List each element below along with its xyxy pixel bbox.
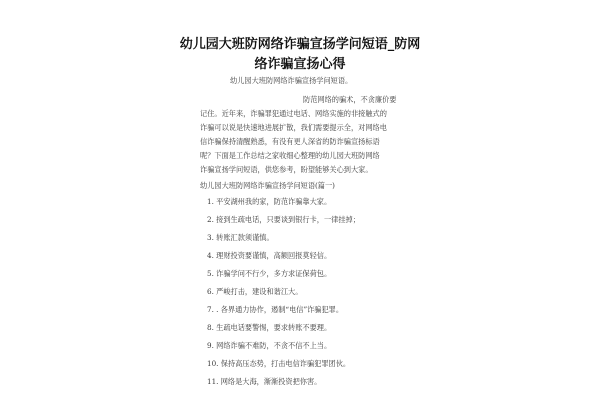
- list-item: 6. 严峻打击，建设和谐江大。: [207, 287, 303, 296]
- list-item: 4. 理财投资要谨慎，高额回报莫轻信。: [207, 251, 332, 260]
- paragraph-line: 防范网络的骗术，不贪廉价要: [303, 95, 397, 104]
- list-item: 9. 网络诈骗不难防，不贪不信不上当。: [207, 341, 332, 350]
- paragraph-line: 呢？下面是工作总结之家收细心整理的幼儿园大班防网络: [200, 151, 380, 160]
- list-item: 3. 转账汇款须谨慎。: [207, 233, 274, 242]
- list-item: 5. 诈骗学问不行少，多方求证保荷包。: [207, 269, 332, 278]
- list-item: 7. . 各界通力协作，遏制“电信”诈骗犯罪。: [207, 305, 344, 314]
- section-heading: 幼儿园大班防网络诈骗宣扬学问短语(篇一): [200, 181, 335, 190]
- list-item: 11. 网络是大海，渐渐投资把你害。: [207, 377, 322, 386]
- paragraph-line: 信诈骗保持清醒熟悉，有没有更人深省的防诈骗宣扬标语: [200, 137, 380, 146]
- paragraph-line: 诈骗可以说是快速地进展扩散，我们需要提示全，对网络电: [200, 123, 387, 132]
- intro-heading: 幼儿园大班防网络诈骗宣扬学问短语。: [230, 76, 353, 85]
- paragraph-line: 诈骗宣扬学问短语，供您参考，盼望能够关心到大家。: [200, 165, 373, 174]
- list-item: 1. 平安湖州我的家，防范诈骗靠大家。: [207, 197, 332, 206]
- list-item: 2. 接到生疏电话，只要谈到银行卡，一律挂掉；: [207, 215, 360, 224]
- list-item: 8. 生疏电话要警惕，要求转账不要理。: [207, 323, 332, 332]
- paragraph-line: 记住。近年来，诈骗罪犯通过电话、网络实施的非接触式的: [200, 109, 387, 118]
- document-title-line-2: 络诈骗宣扬心得: [254, 57, 346, 72]
- document-title-line-1: 幼儿园大班防网络诈骗宣扬学问短语_防网: [179, 37, 421, 52]
- list-item: 10. 保持高压态势，打击电信诈骗犯罪团伙。: [207, 359, 351, 368]
